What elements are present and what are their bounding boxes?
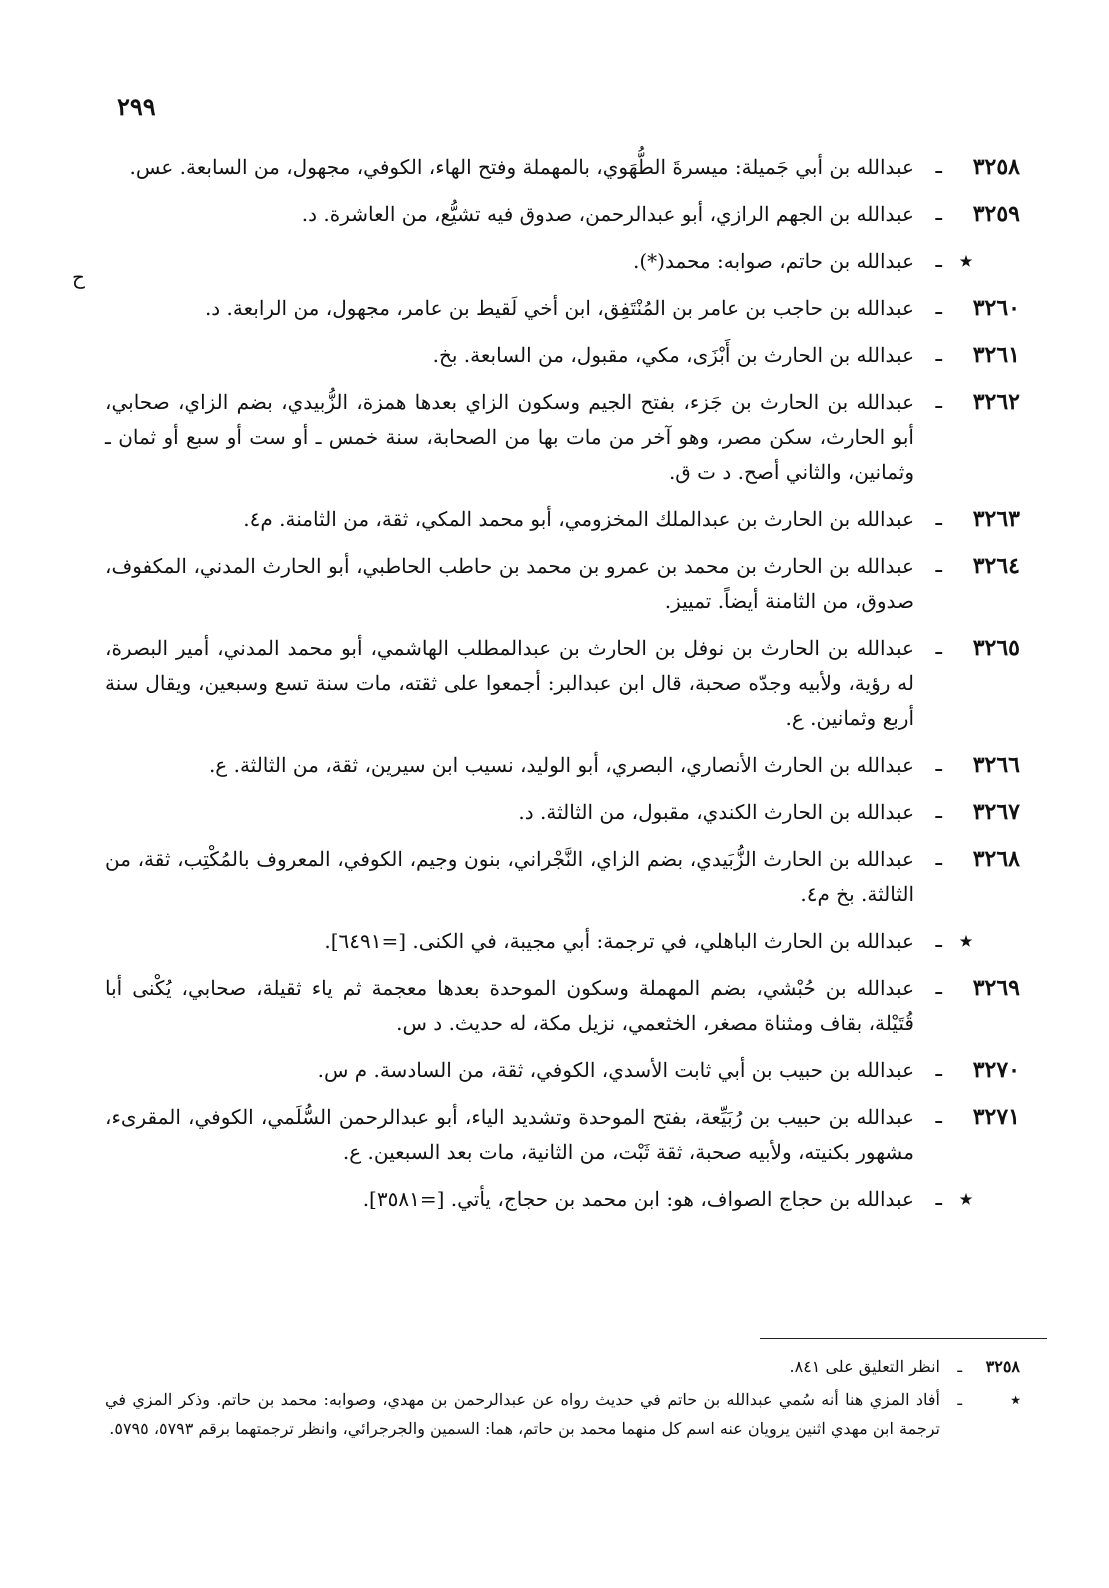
- entry-text: عبدالله بن حاجب بن عامر بن المُنْتَفِق، ابن أخي لَقيط بن عامر، مجهول، من الرابعة. د.: [204, 296, 914, 320]
- entry-text: عبدالله بن حبيب بن أبي ثابت الأسدي، الكوفي، ثقة، من السادسة. م س.: [317, 1058, 914, 1082]
- entry-text: عبدالله بن الحارث الكندي، مقبول، من الثالثة. د.: [518, 800, 914, 824]
- entry-dash: ـ: [935, 201, 942, 226]
- entry: [105, 795, 1020, 830]
- entry-dash: ـ: [935, 1057, 942, 1082]
- entry-number: ٣٢٧١: [972, 1104, 1020, 1130]
- entry-dash: ـ: [935, 1104, 942, 1129]
- entry-text: عبدالله بن الحارث الزُّبَيدي، بضم الزاي، النَّجْراني، بنون وجيم، الكوفي، المعروف بالمُكْتِب، ثقة، من الثالثة. بخ م٤.: [105, 847, 914, 906]
- margin-note: ح: [72, 265, 85, 289]
- footnote-marker: ٭: [1011, 1390, 1020, 1409]
- entry-text: عبدالله بن الحارث بن عبدالملك المخزومي، أبو محمد المكي، ثقة، من الثامنة. م٤.: [243, 507, 914, 531]
- entry: [105, 197, 1020, 232]
- entry-dash: ـ: [935, 342, 942, 367]
- entry-number: ٣٢٦٦: [972, 752, 1020, 778]
- entry-number: ٣٢٦٤: [972, 553, 1020, 579]
- entry-text: عبدالله بن حجاج الصواف، هو: ابن محمد بن حجاج، يأتي. [=٣٥٨١].: [362, 1187, 914, 1211]
- entry-number: ٣٢٦٩: [972, 975, 1020, 1001]
- entry-text: عبدالله بن الحارث الباهلي، في ترجمة: أبي مجيبة، في الكنى. [=٦٤٩١].: [324, 929, 914, 953]
- entry: [105, 842, 1020, 912]
- footnote-dash: ـ: [957, 1357, 962, 1376]
- footnote: [105, 1352, 1020, 1381]
- entry: [105, 291, 1020, 326]
- entry-dash: ـ: [935, 295, 942, 320]
- entry-dash: ـ: [935, 506, 942, 531]
- entry-dash: ـ: [935, 752, 942, 777]
- entry-number: ٣٢٦١: [972, 342, 1020, 368]
- entry-text: عبدالله بن حبيب بن رُبَيِّعة، بفتح الموحدة وتشديد الياء، أبو عبدالرحمن السُّلَمي، الكوفي، المقرىء، مشهور بكنيته، ولأبيه صحبة، ثقة ثَبْت، من الثانية، مات بعد السبعين. ع.: [105, 1105, 914, 1164]
- entry-dash: ـ: [935, 553, 942, 578]
- entry: [105, 971, 1020, 1041]
- page-number: ٢٩٩: [117, 92, 156, 121]
- entry-marker: ٭: [960, 928, 972, 954]
- entry-text: عبدالله بن الجهم الرازي، أبو عبدالرحمن، صدوق فيه تشيُّع، من العاشرة. د.: [301, 202, 914, 226]
- entry-dash: ـ: [935, 248, 942, 273]
- entry: [105, 1182, 1020, 1217]
- entry: [105, 549, 1020, 619]
- entry-text: عبدالله بن حاتم، صوابه: محمد(*).: [632, 249, 914, 273]
- entry-text: عبدالله بن الحارث بن جَزء، بفتح الجيم وسكون الزاي بعدها همزة، الزُّبيدي، بضم الزاي، صحابي، أبو الحارث، سكن مصر، وهو آخر من مات بها من الصحابة، سنة خمس ـ أو ست أو سبع أو ثمان ـ وثمانين، والثاني أصح. د ت ق.: [105, 390, 914, 484]
- entry: [105, 748, 1020, 783]
- entry-dash: ـ: [935, 635, 942, 660]
- entry-dash: ـ: [935, 1186, 942, 1211]
- entry: [105, 150, 1020, 185]
- entry-text: عبدالله بن الحارث بن محمد بن عمرو بن محمد بن حاطب الحاطبي، أبو الحارث المدني، المكفوف، صدوق، من الثامنة أيضاً. تمييز.: [105, 554, 914, 613]
- footnote-dash: ـ: [957, 1390, 962, 1409]
- entry-number: ٣٢٧٠: [972, 1057, 1020, 1083]
- footnote-text: انظر التعليق على ٨٤١.: [789, 1357, 940, 1376]
- entry-dash: ـ: [935, 154, 942, 179]
- entries-list: [105, 150, 1020, 1229]
- entry: [105, 631, 1020, 736]
- entry-number: ٣٢٦٨: [972, 846, 1020, 872]
- entry-text: عبدالله بن الحارث بن نوفل بن الحارث بن عبدالمطلب الهاشمي، أبو محمد المدني، أمير البصرة، له رؤية، ولأبيه وجدّه صحبة، قال ابن عبدالبر: أجمعوا على ثقته، مات سنة تسع وسبعين، ويقال سنة أربع وثمانين. ع.: [105, 636, 914, 730]
- entry: [105, 924, 1020, 959]
- footnote-number: ٣٢٥٨: [985, 1357, 1020, 1376]
- entry-marker: ٭: [960, 1186, 972, 1212]
- footnote-text: أفاد المزي هنا أنه سُمي عبدالله بن حاتم في حديث رواه عن عبدالرحمن بن مهدي، وصوابه: محمد بن حاتم. وذكر المزي في ترجمة ابن مهدي اثنين يرويان عنه اسم كل منهما محمد بن حاتم، هما: السمين والجرجرائي، وانظر ترجمتهما برقم ٥٧٩٣، ٥٧٩٥.: [105, 1390, 941, 1438]
- entry-number: ٣٢٦٣: [972, 506, 1020, 532]
- entry-text: عبدالله بن أبي جَميلة: ميسرةَ الطُّهَوي، بالمهملة وفتح الهاء، الكوفي، مجهول، من السابعة. عس.: [129, 155, 914, 179]
- entry-dash: ـ: [935, 799, 942, 824]
- entry-number: ٣٢٥٨: [972, 154, 1020, 180]
- entry: [105, 1053, 1020, 1088]
- entry-dash: ـ: [935, 975, 942, 1000]
- entry: [105, 385, 1020, 490]
- entry-number: ٣٢٥٩: [972, 201, 1020, 227]
- entry-number: ٣٢٦٢: [972, 389, 1020, 415]
- footnotes: [105, 1352, 1020, 1447]
- entry: [105, 502, 1020, 537]
- entry-dash: ـ: [935, 928, 942, 953]
- entry-number: ٣٢٦٥: [972, 635, 1020, 661]
- entry: [105, 244, 1020, 279]
- entry-dash: ـ: [935, 846, 942, 871]
- entry-text: عبدالله بن الحارث بن أَبْزَى، مكي، مقبول، من السابعة. بخ.: [432, 343, 914, 367]
- footnote-divider: [760, 1338, 1047, 1339]
- entry-dash: ـ: [935, 389, 942, 414]
- entry-number: ٣٢٦٠: [972, 295, 1020, 321]
- entry: [105, 1100, 1020, 1170]
- entry-text: عبدالله بن حُبْشي، بضم المهملة وسكون الموحدة بعدها معجمة ثم ياء ثقيلة، صحابي، يُكْنى أبا قُتَيْلة، بقاف ومثناة مصغر، الخثعمي، نزيل مكة، له حديث. د س.: [105, 976, 914, 1035]
- footnote: [105, 1385, 1020, 1443]
- entry-marker: ٭: [960, 248, 972, 274]
- entry: [105, 338, 1020, 373]
- entry-text: عبدالله بن الحارث الأنصاري، البصري، أبو الوليد، نسيب ابن سيرين، ثقة، من الثالثة. ع.: [208, 753, 914, 777]
- entry-number: ٣٢٦٧: [972, 799, 1020, 825]
